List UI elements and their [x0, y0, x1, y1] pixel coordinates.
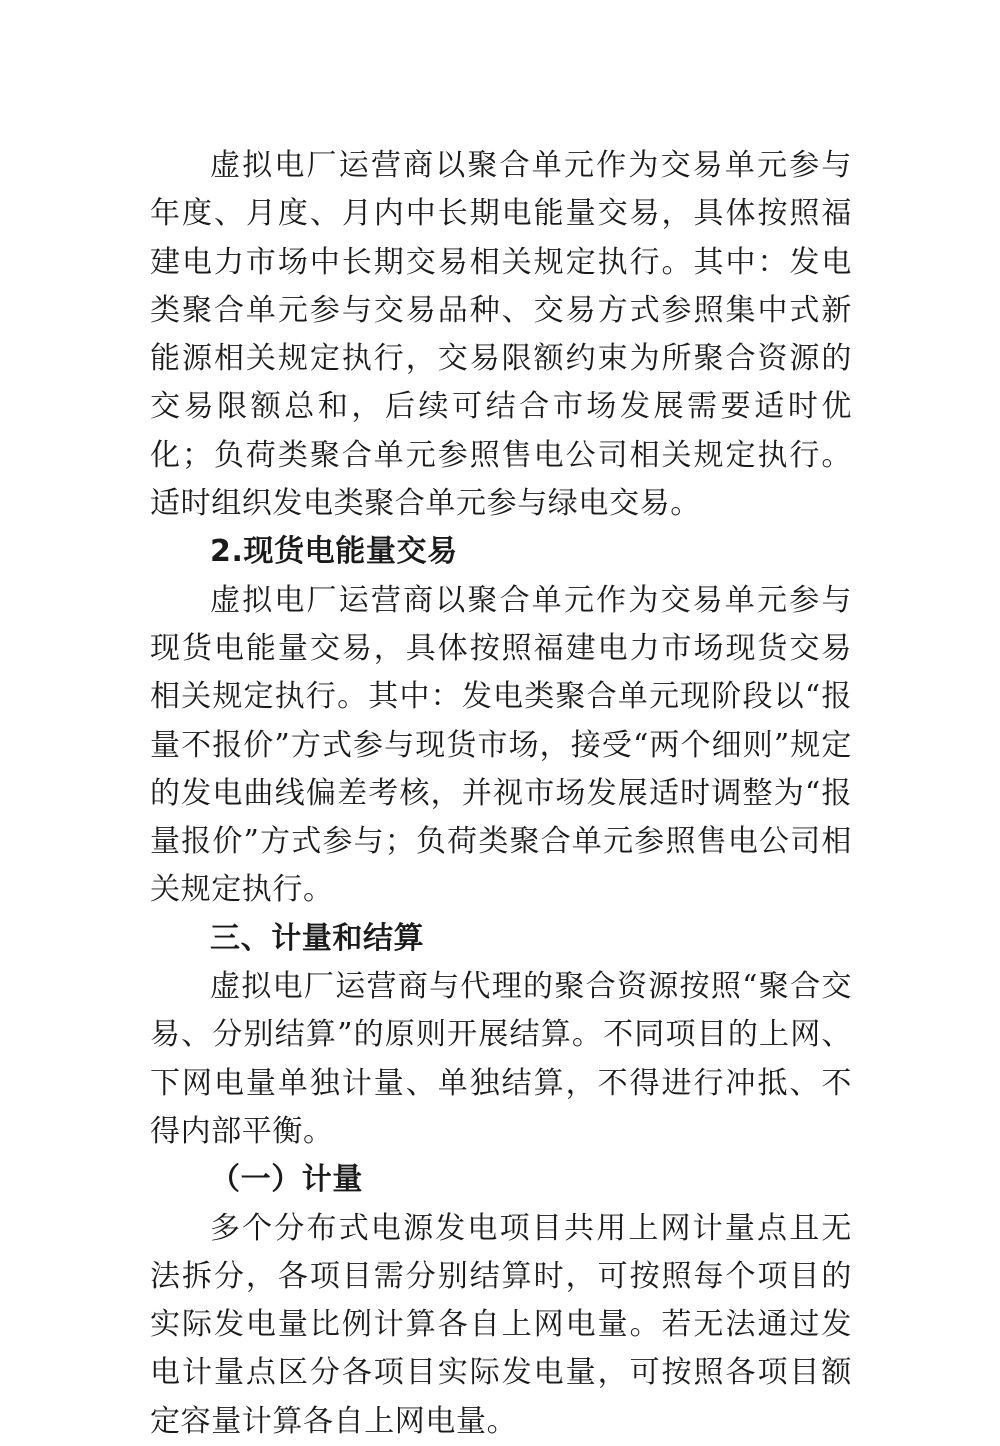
heading-spot-trading: 2.现货电能量交易 [210, 534, 458, 570]
heading-metering: （一）计量 [210, 1162, 363, 1198]
paragraph-spot-trading: 虚拟电厂运营商以聚合单元作为交易单元参与现货电能量交易，具体按照福建电力市场现货交易相关规定执行。其中：发电类聚合单元现阶段以“报量不报价”方式参与现货市场，接受“两个细则”规定的发电曲线偏差考核，并视市场发展适时调整为“报量报价”方式参与；负荷类聚合单元参照售电公司相关规定执行。 [150, 582, 852, 908]
paragraph-mid-long-term-trading: 虚拟电厂运营商以聚合单元作为交易单元参与年度、月度、月内中长期电能量交易，具体按照福建电力市场中长期交易相关规定执行。其中：发电类聚合单元参与交易品种、交易方式参照集中式新能源相关规定执行，交易限额约束为所聚合资源的交易限额总和，后续可结合市场发展需要适时优化；负荷类聚合单元参照售电公司相关规定执行。适时组织发电类聚合单元参与绿电交易。 [150, 148, 852, 522]
document-page [150, 142, 852, 1446]
paragraph-metering: 多个分布式电源发电项目共用上网计量点且无法拆分，各项目需分别结算时，可按照每个项目的实际发电量比例计算各自上网电量。若无法通过发电计量点区分各项目实际发电量，可按照各项目额定容量计算各自上网电量。 [150, 1210, 852, 1439]
paragraph-settlement-principle: 虚拟电厂运营商与代理的聚合资源按照“聚合交易、分别结算”的原则开展结算。不同项目的上网、下网电量单独计量、单独结算，不得进行冲抵、不得内部平衡。 [150, 969, 852, 1149]
heading-metering-settlement: 三、计量和结算 [210, 920, 425, 956]
